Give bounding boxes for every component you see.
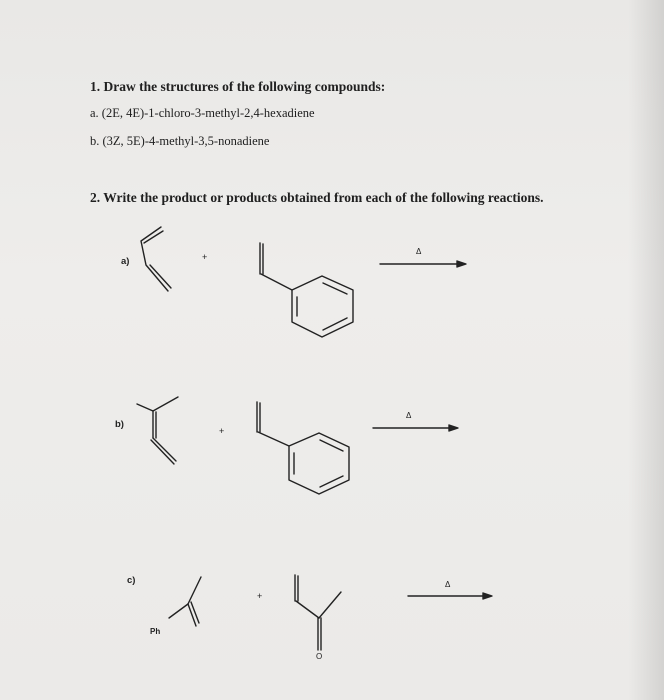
reaction-a-diene [141,227,171,291]
question-1a-text: a. (2E, 4E)-1-chloro-3-methyl-2,4-hexadiene [90,106,315,120]
reaction-c-plus: + [257,591,263,601]
reaction-b-heat-symbol: Δ [406,411,412,420]
phenyl-label: Ph [150,627,161,636]
reaction-b-styrene [257,402,349,494]
reaction-b-arrow [373,425,458,431]
reaction-c-arrow [408,593,492,599]
reaction-c-diene [169,577,201,626]
reaction-a-label: a) [121,256,130,267]
question-2-title: 2. Write the product or products obtained from each of the following reactions. [90,190,544,205]
reaction-a-arrow [380,261,466,267]
question-1b-text: b. (3Z, 5E)-4-methyl-3,5-nonadiene [90,134,270,148]
oxygen-label: O [316,652,323,661]
reaction-c-dienophile [295,575,341,650]
reaction-a-heat-symbol: Δ [416,247,422,256]
reaction-b-label: b) [115,419,124,430]
reaction-a-plus: + [202,252,208,262]
reaction-c-heat-symbol: Δ [445,580,451,589]
reaction-b-diene [137,397,178,464]
reaction-c-label: c) [127,575,136,586]
question-1-title: 1. Draw the structures of the following compounds: [90,79,386,94]
reaction-b-plus: + [219,426,225,436]
reaction-a-styrene [260,243,353,337]
